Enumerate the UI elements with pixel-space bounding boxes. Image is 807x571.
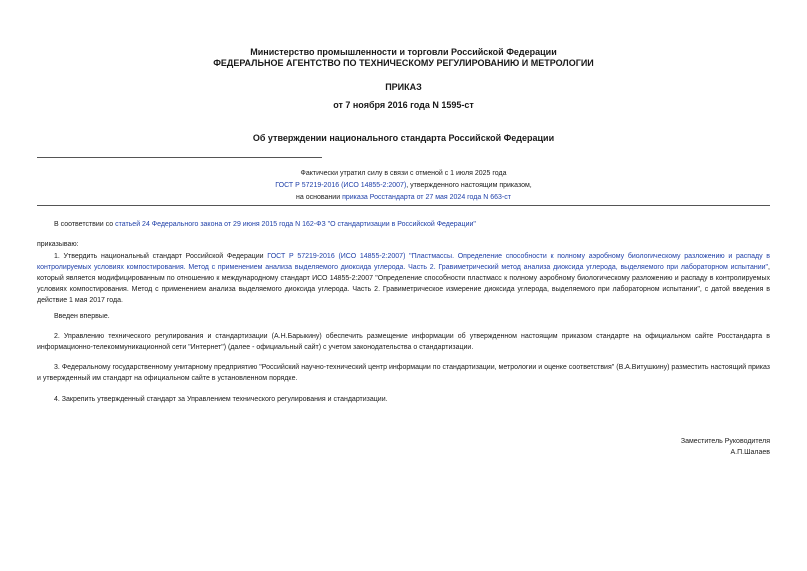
- status-note-line3-pre: на основании: [296, 194, 343, 201]
- paragraph-2: 2. Управлению технического регулирования и стандартизации (А.Н.Барыкину) обеспечить размещение информации об утвержденном настоящим приказом стандарте на официальном сайте Росстандарта в информационно-телекоммуникационной сети "Интернет") (далее - официальный сайт) с учетом законодательства о стандартизации.: [37, 333, 770, 351]
- standard-link[interactable]: ГОСТ Р 57219-2016 (ИСО 14855-2:2007) "Пластмассы. Определение способности к полному аэробному биологическому разложению и распаду в контролируемых условиях компостирования. Метод с применением анализа выделяемого диоксида углерода. Часть 2. Гравиметрический метод анализа диоксида углерода, выделяемого при лабораторном испытании": [37, 253, 771, 271]
- full-divider: [37, 205, 770, 206]
- paragraph-4: 4. Закрепить утвержденный стандарт за Управлением технического регулирования и стандартизации.: [54, 396, 388, 403]
- document-title: Об утверждении национального стандарта Российской Федерации: [252, 133, 555, 143]
- paragraph-3: 3. Федеральному государственному унитарному предприятию "Российский научно-технический центр информации по стандартизации, метрологии и оценке соответствия" (В.А.Витушкину) разместить настоящий приказ и утвержденный им стандарт на официальном сайте в установленном порядке.: [37, 364, 770, 382]
- intro-paragraph: [54, 219, 770, 230]
- ministry-heading: Министерство промышленности и торговли Российской Федерации: [250, 47, 557, 57]
- introduced-note: Введен впервые.: [54, 313, 110, 320]
- status-note-line3: [0, 192, 807, 204]
- status-note-line1: Фактически утратил силу в связи с отменой с 1 июля 2025 года: [300, 170, 507, 177]
- document-date-number: от 7 ноября 2016 года N 1595-ст: [333, 100, 474, 110]
- intro-pre: В соответствии со: [54, 221, 116, 228]
- p1-pre: 1. Утвердить национальный стандарт Российской Федерации: [54, 253, 268, 260]
- gost-link[interactable]: ГОСТ Р 57219-2016 (ИСО 14855-2:2007): [275, 182, 407, 189]
- signature-name: А.П.Шалаев: [730, 449, 770, 456]
- status-note-line2: [0, 180, 807, 192]
- paragraph-1: [37, 251, 770, 306]
- document-type: ПРИКАЗ: [385, 82, 422, 92]
- short-divider: [37, 157, 322, 158]
- p1-rest: , который является модифицированным по отношению к международному стандарт ИСО 14855-2:2007 "Определение способности пластмасс к полному аэробному биологическому разложению и распаду в контролируемых условиях компостирования. Метод с применением анализа выделяемого диоксида углерода. Часть 2. Гравиметрическое измерение диоксида углерода, выделяемого при лабораторном испытании", с датой введения в действие 1 мая 2017 года.: [37, 264, 770, 304]
- agency-heading: ФЕДЕРАЛЬНОЕ АГЕНТСТВО ПО ТЕХНИЧЕСКОМУ РЕГУЛИРОВАНИЮ И МЕТРОЛОГИИ: [213, 58, 594, 68]
- federal-law-link[interactable]: статьей 24 Федерального закона от 29 июня 2015 года N 162-ФЗ "О стандартизации в Российской Федерации": [115, 221, 476, 228]
- status-note-line2-rest: , утвержденного настоящим приказом,: [406, 182, 532, 189]
- signature-position: Заместитель Руководителя: [680, 438, 770, 445]
- order-word: приказываю:: [37, 241, 79, 248]
- rosstandart-order-link[interactable]: приказа Росстандарта от 27 мая 2024 года N 663-ст: [342, 194, 511, 201]
